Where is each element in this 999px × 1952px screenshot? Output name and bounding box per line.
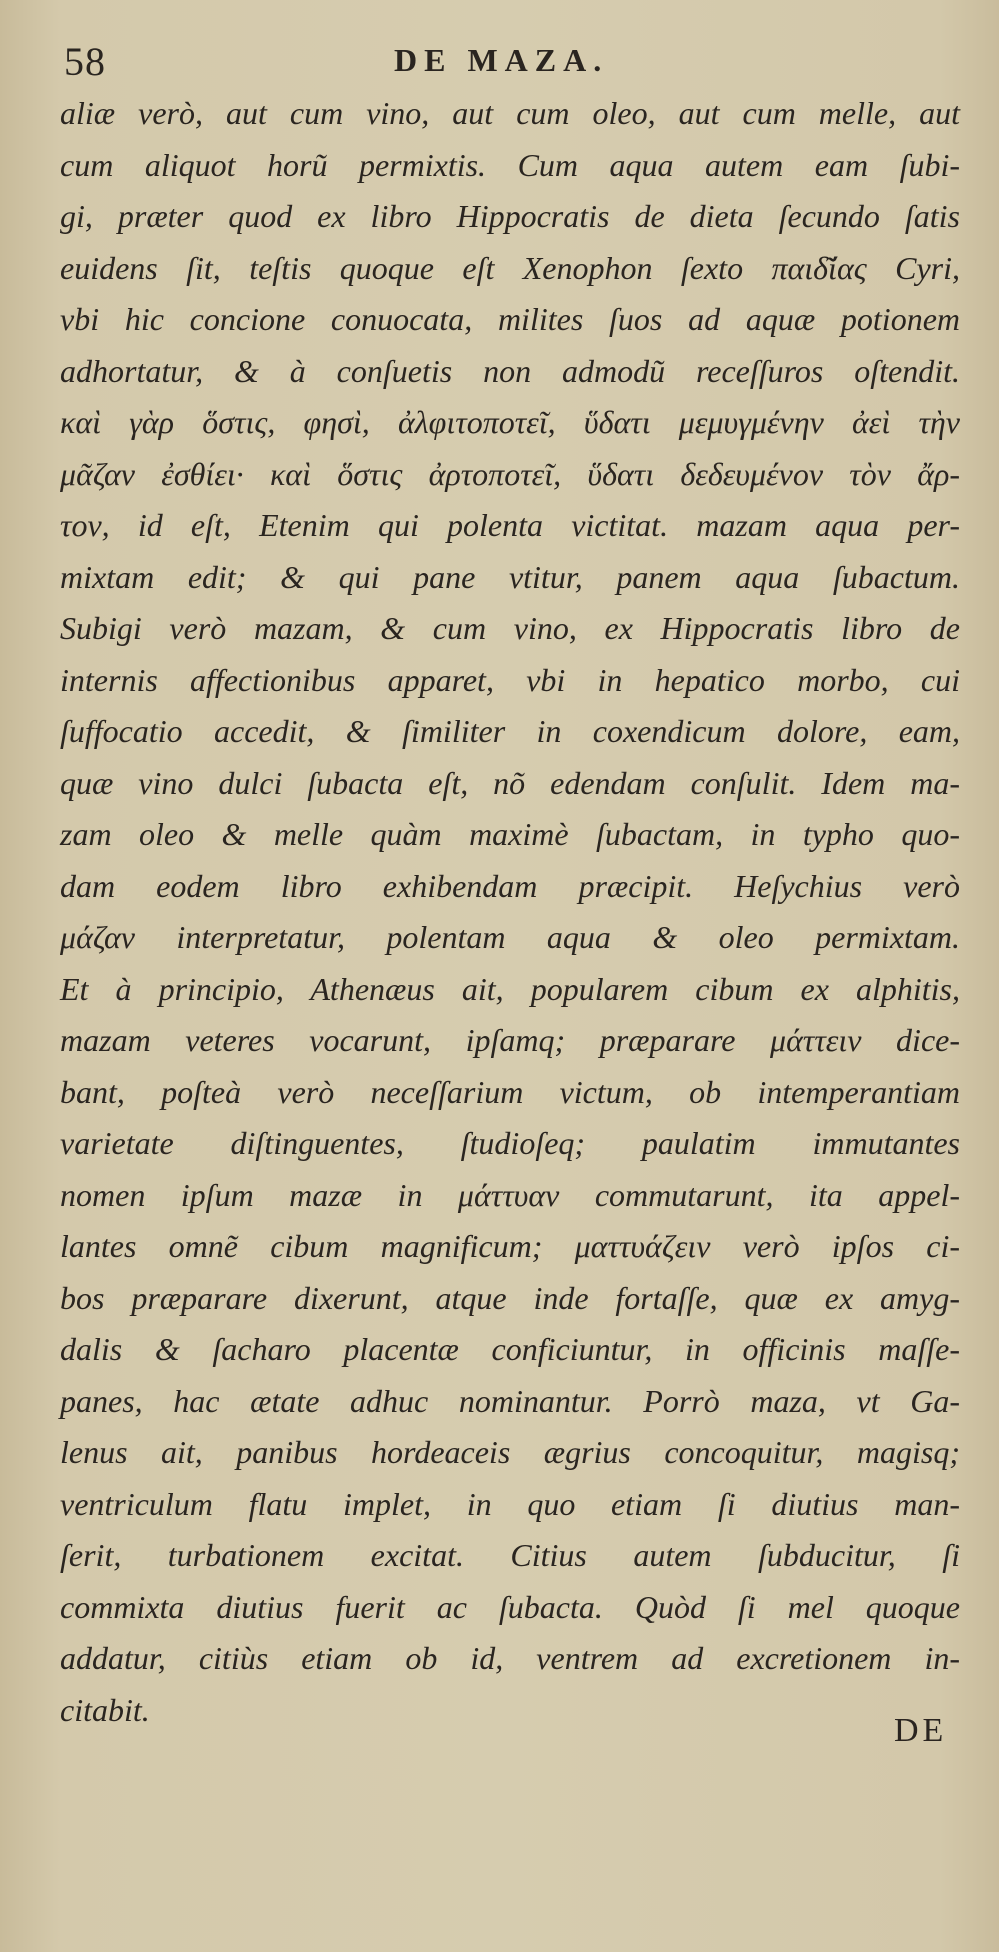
text-line: Et à principio, Athenæus ait, popularem cibum ex alphitis, bbox=[60, 970, 960, 1007]
text-line: commixta diutius fuerit ac ſubacta. Quòd ſi mel quoque bbox=[60, 1588, 960, 1625]
text-line: addatur, citiùs etiam ob id, ventrem ad excretionem in- bbox=[60, 1640, 960, 1676]
text-line: μάζαν interpretatur, polentam aqua & oleo permixtam. bbox=[60, 919, 960, 955]
text-line-last: citabit. bbox=[60, 1691, 150, 1728]
text-line: dam eodem libro exhibendam præcipit. Heſychius verò bbox=[60, 867, 960, 904]
catchword: DE bbox=[894, 1712, 948, 1749]
text-line: bos præparare dixerunt, atque inde fortaſſe, quæ ex amyg- bbox=[60, 1279, 960, 1316]
text-line: Subigi verò mazam, & cum vino, ex Hippocratis libro de bbox=[60, 610, 960, 646]
text-line: mazam veteres vocarunt, ipſamq; præparare μάττειν dice- bbox=[60, 1022, 960, 1058]
text-line: dalis & ſacharo placentæ conficiuntur, in officinis maſſe- bbox=[60, 1331, 960, 1367]
text-line: ſuffocatio accedit, & ſimiliter in coxendicum dolore, eam, bbox=[60, 713, 960, 749]
text-line: euidens ſit, teſtis quoque eſt Xenophon ſexto παιδ͂ίας Cyri, bbox=[60, 249, 960, 286]
text-line: panes, hac ætate adhuc nominantur. Porrò maza, vt Ga- bbox=[60, 1382, 960, 1419]
text-line: cum aliquot horũ permixtis. Cum aqua autem eam ſubi- bbox=[60, 146, 960, 183]
text-line: bant, poſteà verò neceſſarium victum, ob intemperantiam bbox=[60, 1073, 960, 1110]
greek-text-line: καὶ γὰρ ὅστις, φησὶ, ἀλφιτοποτεῖ, ὕδατι μεμυγμένην ἀεὶ τὴν bbox=[60, 404, 960, 440]
text-line: lantes omnẽ cibum magnificum; ματτυάζειν verò ipſos ci- bbox=[60, 1228, 960, 1264]
text-line: aliæ verò, aut cum vino, aut cum oleo, aut cum melle, aut bbox=[60, 95, 960, 131]
text-line: ventriculum flatu implet, in quo etiam ſi diutius man- bbox=[60, 1485, 960, 1522]
greek-text-line: μᾶζαν ἐσθίει· καὶ ὅστις ἀρτοποτεῖ, ὕδατι δεδευμένον τὸν ἄρ- bbox=[60, 455, 960, 492]
text-line: ſerit, turbationem excitat. Citius autem ſubducitur, ſi bbox=[60, 1537, 960, 1573]
text-line: quæ vino dulci ſubacta eſt, nõ edendam conſulit. Idem ma- bbox=[60, 764, 960, 801]
page-number: 58 bbox=[64, 39, 106, 84]
text-line: internis affectionibus apparet, vbi in hepatico morbo, cui bbox=[60, 661, 960, 698]
text-line: τον, id eſt, Etenim qui polenta victitat. mazam aqua per- bbox=[60, 507, 960, 543]
text-line: varietate diſtinguentes, ſtudioſeq; paulatim immutantes bbox=[60, 1125, 960, 1161]
text-line: gi, præter quod ex libro Hippocratis de dieta ſecundo ſatis bbox=[60, 198, 960, 234]
text-line: vbi hic concione conuocata, milites ſuos ad aquæ potionem bbox=[60, 301, 960, 337]
text-line: nomen ipſum mazæ in μάττυαν commutarunt, ita appel- bbox=[60, 1176, 960, 1213]
page-header bbox=[64, 38, 944, 90]
text-line: mixtam edit; & qui pane vtitur, panem aqua ſubactum. bbox=[60, 558, 960, 595]
text-line: lenus ait, panibus hordeaceis ægrius concoquitur, magisq; bbox=[60, 1434, 960, 1470]
running-head: DE MAZA. bbox=[394, 42, 609, 78]
text-line: adhortatur, & à conſuetis non admodũ receſſuros oſtendit. bbox=[60, 352, 960, 389]
body-text bbox=[60, 88, 960, 1736]
text-line: zam oleo & melle quàm maximè ſubactam, in typho quo- bbox=[60, 816, 960, 852]
